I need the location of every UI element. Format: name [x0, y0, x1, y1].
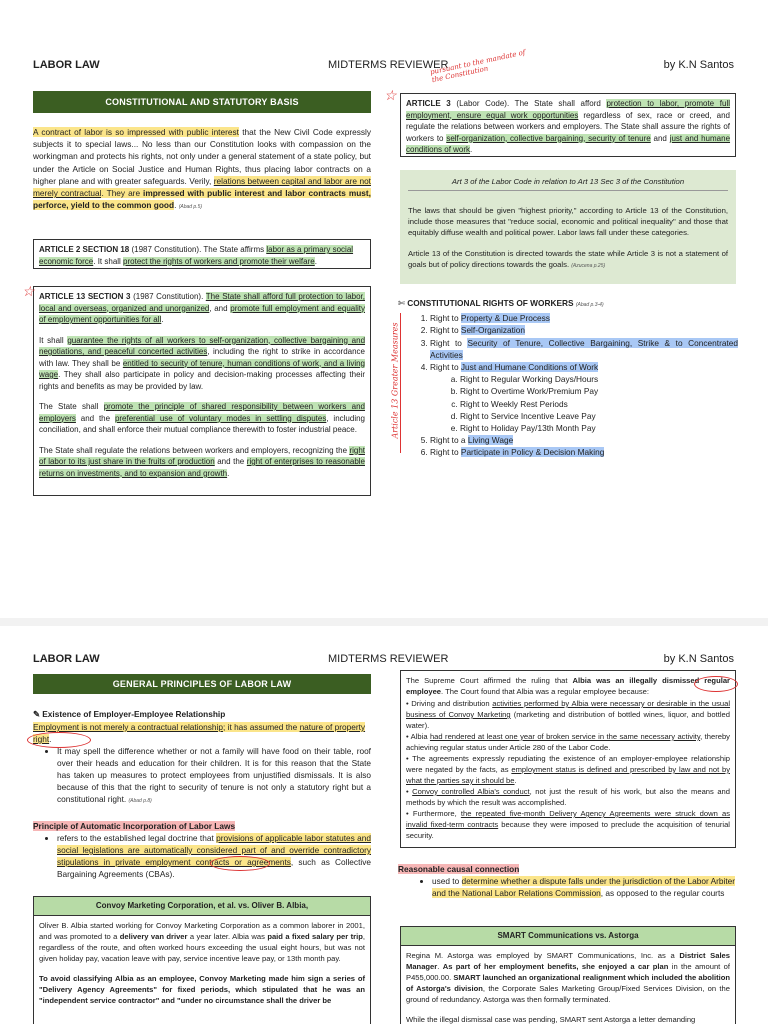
ruling-bullet-5b: the repeated five-month Delivery Agency Agreements were struck down as invalid fixed-term contracts	[406, 809, 730, 829]
constitutional-rights-list	[398, 297, 738, 459]
ruling-bullet-1a: • Driving and distribution	[406, 699, 493, 708]
case1-paragraph-2: To avoid classifying Albia as an employee, Convoy Marketing made him sign a series of "Delivery Agency Agreements" for fixed periods, which stipulated that he was an "independent service contractor" and "under no circumstance shall the driver be	[39, 974, 365, 1005]
case1-text-c: a year later. Albia was	[187, 932, 268, 941]
ruling-text-c: . The Court found that Albia was a regular employee because:	[441, 687, 650, 696]
causal-connection-section	[398, 863, 738, 901]
ruling-bullet-1b: activities performed by Albia were necessary or desirable in the usual business of Convoy Marketing	[406, 699, 731, 719]
right-item-highlight: Living Wage	[467, 435, 514, 446]
sub-right-item: b. Right to Overtime Work/Premium Pay	[460, 385, 738, 397]
case-body-convoy	[33, 916, 371, 1024]
ruling-bullet-5a: • Furthermore,	[406, 809, 461, 818]
art13-text-4c: and the	[214, 457, 247, 466]
existence-title: Existence of Employer-Employee Relationship	[42, 709, 226, 719]
art13-highlight-4: entitled to security of tenure, human conditions of work, and a living wage	[39, 358, 365, 379]
art13-end-4: .	[227, 468, 230, 478]
art13-text-2a: It shall	[39, 335, 68, 345]
working-conditions-sublist	[430, 373, 738, 434]
red-circle-annotation	[27, 732, 91, 748]
page-two	[0, 626, 768, 1024]
right-item-prefix: Right to	[430, 362, 461, 373]
header-author: by K.N Santos	[663, 653, 734, 665]
intro-highlight-3: impressed with public interest and labor contracts must, perforce, yield to the common good	[33, 188, 371, 211]
right-item-prefix: Right to	[430, 447, 461, 458]
bullet-citation: (Abad p.8)	[128, 798, 152, 804]
art13-highlight-2: promote full employment and equality of employment opportunities for all	[39, 303, 365, 324]
right-item	[430, 312, 738, 324]
case2-paragraph-2: While the illegal dismissal case was pending, SMART sent Astorga a letter demanding	[406, 1015, 696, 1024]
ruling-bullet-5c: because they were imposed to preclude the acquisition of tenurial security.	[406, 820, 730, 840]
art13-source: (1987 Constitution).	[130, 292, 206, 301]
case2-text-g: , the Corporate Sales Marketing Group/Fixed Services Division, on the ground of redundancy. Astorga was then formally terminated.	[406, 984, 730, 1004]
ruling-bullet-4c: , not just the result of his work, but also the means and methods by which the result was accomplished.	[406, 787, 730, 807]
art13-highlight-8: right of enterprises to reasonable returns on investments, and to expansion and growth	[39, 457, 365, 478]
case-title-smart: SMART Communications vs. Astorga	[400, 926, 736, 946]
causal-text-c: , as opposed to the regular courts	[600, 888, 725, 898]
art2-highlight-2: protect the rights of workers and promote their welfare	[123, 256, 315, 266]
convoy-ruling-box	[400, 670, 736, 848]
right-item	[430, 337, 738, 361]
bullet-text: It may spell the difference whether or not a family will have food on their table, roof over their heads and education for their children. It is for this reason that the State has taken up measures to protect employees from unjustified dismissals. It is also because of this that the right to security of tenure is not only a statutory right but a constitutional right.	[57, 746, 371, 804]
header-course: LABOR LAW	[33, 653, 100, 665]
case2-bold-b: District Sales Manager	[406, 951, 731, 971]
star-mark-icon-2: ☆	[22, 284, 35, 300]
ruling-bullet-1c: (marketing and distribution of bottled wines, liquor, and bottled water).	[406, 710, 730, 730]
art13-text-3e: , including conciliation, and shall enforce their mutual compliance therewith to foster industrial peace.	[39, 413, 365, 434]
intro-text: that the New Civil Code expressly subjects it to special laws... No less than our Constitution looks with compassion on the workingman and protects his rights, not only under a general statement of a state policy, but under the Article on Social Justice and Human Rights, thus placing labor contracts on a higher plane and with greater safeguards. Verily,	[33, 127, 371, 186]
ruling-bullet-4b: Convoy controlled Albia's conduct	[412, 787, 530, 796]
scissors-icon: ✄	[398, 298, 405, 308]
art13-text-4a: The State shall regulate the relations between workers and employers, recognizing the	[39, 445, 350, 455]
art13-text-1: , and	[209, 303, 231, 313]
art13-heading: ARTICLE 13 SECTION 3	[39, 292, 131, 301]
art13-text-3c: and the	[75, 413, 115, 423]
intro-highlight-1: A contract of labor is so impressed with public interest	[33, 127, 239, 137]
case-body-smart	[400, 946, 736, 1024]
art3-source: (Labor Code). The State shall afford	[450, 99, 607, 108]
header-title: MIDTERMS REVIEWER	[328, 59, 449, 71]
sub-right-item: e. Right to Holiday Pay/13th Month Pay	[460, 422, 738, 434]
art13-text-2c: , including the right to strike in accordance with law. They shall be	[39, 347, 365, 368]
right-item-highlight: Property & Due Process	[460, 313, 550, 324]
pencil-icon: ✎	[33, 709, 40, 719]
causal-title: Reasonable causal connection	[398, 864, 520, 874]
art3-text: regardless of sex, race or creed, and regulate the relations between workers and employers. The State shall assure the rights of workers to	[406, 110, 731, 143]
page-header	[0, 59, 768, 79]
art3-heading: ARTICLE 3	[406, 99, 451, 108]
section-title-general-principles: GENERAL PRINCIPLES OF LABOR LAW	[33, 674, 371, 694]
art2-text: . It shall	[93, 256, 124, 266]
right-item-highlight: Participate in Policy & Decision Making	[460, 447, 605, 458]
ruling-bullet-2c: , thereby achieving regular status under Article 280 of the Labor Code.	[406, 732, 730, 752]
intro-period: .	[174, 200, 177, 211]
panel-paragraph-1: The laws that should be given "highest priority," according to Article 13 of the Constitution, include those measures that "reduce social, economic and political inequality" and those that equitably diffuse wealth and political power. Labor laws fall under these categories.	[408, 206, 728, 237]
article-13-section-3-box	[33, 286, 371, 496]
ruling-bullet-3a: • The agreements expressly repudiating the existence of an employer-employee relationship were negated by the facts, as	[406, 754, 730, 774]
auto-incorporation-bullets	[33, 832, 371, 880]
sub-right-item: d. Right to Service Incentive Leave Pay	[460, 410, 738, 422]
art2-end: .	[314, 256, 317, 266]
panel-citation: (Azucena p.25)	[571, 263, 606, 269]
existence-bullets	[33, 745, 371, 807]
art3-text-2: and	[650, 133, 670, 143]
existence-highlight-1: Employment is not merely a contractual relationship	[33, 722, 223, 732]
case1-text-a: Oliver B. Albia started working for Convoy Marketing Corporation as a common laborer in 2001, and was promoted to a	[39, 921, 365, 941]
auto-incorporation-title: Principle of Automatic Incorporation of Labor Laws	[33, 821, 236, 831]
causal-bullets	[398, 875, 738, 899]
case-title-convoy: Convoy Marketing Corporation, et al. vs. Oliver B. Albia,	[33, 896, 371, 916]
art3-highlight-1: protection to labor, promote full employment, ensure equal work opportunities	[406, 99, 731, 120]
rights-citation: (Abad p.3-4)	[575, 302, 604, 308]
right-item-prefix: Right to	[430, 337, 468, 348]
rights-ordered-list	[398, 312, 738, 458]
right-item	[430, 361, 738, 434]
header-course: LABOR LAW	[33, 59, 100, 71]
rights-title: CONSTITUTIONAL RIGHTS OF WORKERS	[407, 298, 574, 308]
case2-bold-d: As part of her employment benefits, she enjoyed a car plan	[442, 962, 669, 971]
right-item-highlight: Security of Tenure, Collective Bargaining, Strike & to Concentrated Activities	[430, 337, 738, 360]
ruling-bullet-4a: •	[406, 787, 413, 796]
article-2-section-18-box	[33, 239, 371, 269]
star-mark-icon: ☆	[384, 88, 397, 104]
case2-bold-f: SMART launched an organizational realignment which included the abolition of Astorga's division	[406, 973, 730, 993]
article-relation-panel	[400, 170, 736, 284]
ruling-bullet-3b: employment status is defined and prescribed by law and not by what the parties say it should be	[406, 765, 730, 785]
existence-section	[33, 708, 371, 809]
right-item-prefix: Right to a	[430, 435, 468, 446]
causal-text-a: used to	[432, 876, 462, 886]
case2-text-a: Regina M. Astorga was employed by SMART Communications, Inc. as a	[406, 951, 680, 960]
right-item-highlight: Self-Organization	[460, 325, 526, 336]
art13-highlight-6: preferential use of voluntary modes in settling disputes	[114, 413, 327, 423]
art3-highlight-2: self-organization, collective bargaining, security of tenure	[446, 133, 651, 143]
bullet-text-c: , such as Collective Bargaining Agreements (CBAs).	[57, 857, 371, 879]
art13-highlight-1: The State shall afford full protection to labor, local and overseas, organized and unorganized	[39, 292, 365, 313]
header-author: by K.N Santos	[663, 59, 734, 71]
existence-highlight-2: nature of property right	[33, 722, 366, 744]
right-item-highlight: Just and Humane Conditions of Work	[460, 362, 599, 373]
art13-highlight-7: right of labor to its just share in the fruits of production	[39, 445, 365, 466]
right-item	[430, 446, 738, 458]
sub-right-item: a. Right to Regular Working Days/Hours	[460, 373, 738, 385]
right-item-prefix: Right to	[430, 313, 461, 324]
header-title: MIDTERMS REVIEWER	[328, 653, 449, 665]
article-3-labor-code-box	[400, 93, 736, 157]
right-item	[430, 434, 738, 446]
right-item-prefix: Right to	[430, 325, 461, 336]
right-item	[430, 324, 738, 336]
ruling-bullet-2b: had rendered at least one year of broken service in the same necessary activity	[429, 732, 701, 741]
intro-highlight-2: relations between capital and labor are not merely contractual	[33, 175, 371, 199]
sub-right-item: c. Right to Weekly Rest Periods	[460, 398, 738, 410]
handwritten-note-top: pursuant to the mandate of the Constitution	[429, 48, 527, 85]
list-item	[57, 832, 371, 880]
intro-paragraph	[33, 126, 371, 213]
existence-text: ; it has assumed the	[223, 722, 300, 732]
red-circle-annotation-2	[210, 856, 270, 871]
red-circle-annotation-3	[694, 676, 738, 692]
intro-citation: (Abad p.5)	[178, 204, 203, 211]
art3-highlight-3: just and humane conditions of work	[406, 133, 731, 154]
ruling-bullet-2a: • Albia	[406, 732, 430, 741]
ruling-text-a: The Supreme Court affirmed the ruling that	[406, 676, 573, 685]
ruling-bullet-3c: .	[514, 776, 517, 785]
handwritten-note-side: Article 13 Greater Measures	[390, 322, 400, 439]
art13-text-2e: . They shall also participate in policy and decision-making processes affecting their rights and benefits as may be provided by law.	[39, 370, 365, 391]
art13-highlight-5: promote the principle of shared responsibility between workers and employers	[39, 402, 366, 423]
intro-text-2: . They are	[101, 188, 144, 199]
art3-end: .	[470, 145, 473, 154]
existence-end: .	[49, 734, 52, 744]
handwritten-bracket	[400, 313, 401, 453]
bullet-text-a: refers to the established legal doctrine that	[57, 833, 217, 843]
art2-highlight-1: labor as a primary social economic force	[39, 245, 354, 266]
case2-text-c: .	[437, 962, 443, 971]
panel-title: Art 3 of the Labor Code in relation to Art 13 Sec 3 of the Constitution	[408, 176, 728, 191]
auto-incorporation-section	[33, 820, 371, 882]
section-title-constitutional: CONSTITUTIONAL AND STATUTORY BASIS	[33, 91, 371, 113]
case1-text-e: , regardless of the route, and often worked hours exceeding the usual eight hours, but was not given holiday pay, vacation leave with pay, service incentive leave pay, or 13th month pay.	[39, 932, 365, 963]
art13-highlight-3: guarantee the rights of all workers to self-organization, collective bargaining and negotiations, and peaceful concerted activities	[39, 335, 366, 356]
list-item	[57, 745, 371, 807]
ruling-bold: Albia was an illegally dismissed regular employee	[406, 676, 731, 696]
panel-paragraph-2: Article 13 of the Constitution is directed towards the state while Article 3 is not a statement of goals but of policy directions towards the goals.	[408, 249, 728, 269]
art2-source: (1987 Constitution). The State affirms	[129, 245, 267, 254]
case1-bold-b: delivery van driver	[119, 932, 188, 941]
art2-heading: ARTICLE 2 SECTION 18	[39, 245, 130, 254]
art13-end-1: .	[161, 315, 164, 324]
auto-highlight: provisions of applicable labor statutes and social legislations are automatically considered part of and override contradictory stipulations in private employment contracts or agreements	[57, 833, 371, 867]
case2-text-e: in the amount of P455,000.00.	[406, 962, 730, 982]
art13-text-3a: The State shall	[39, 402, 104, 411]
case1-bold-d: paid a fixed salary per trip	[267, 932, 363, 941]
list-item	[432, 875, 738, 899]
causal-highlight: determine whether a dispute falls under the jurisdiction of the Labor Arbiter and the National Labor Relations Commission	[432, 876, 736, 898]
